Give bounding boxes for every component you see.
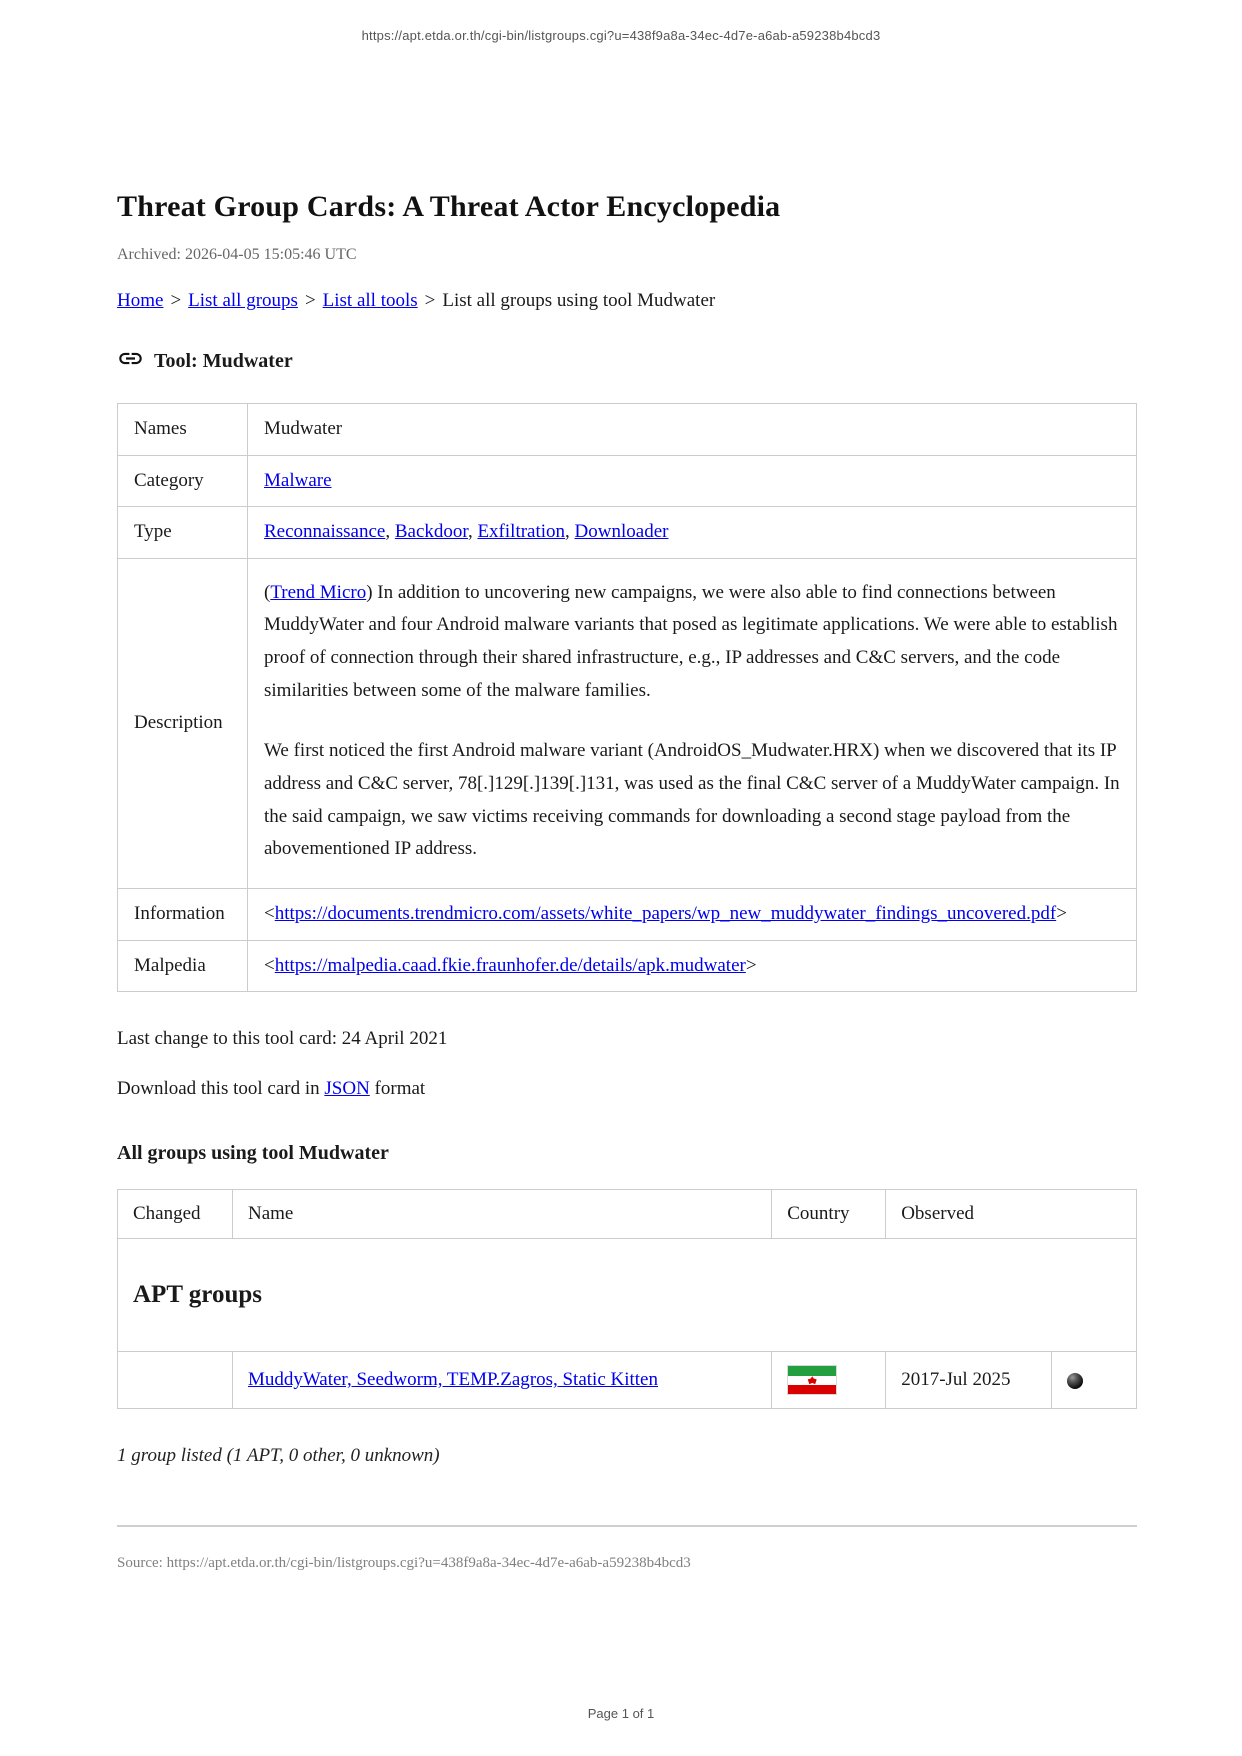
print-header-url: https://apt.etda.or.th/cgi-bin/listgroups.cgi?u=438f9a8a-34ec-4d7e-a6ab-a59238b4bcd3 (361, 28, 881, 43)
groups-table (117, 1189, 1137, 1409)
row-label-malpedia: Malpedia (118, 940, 248, 992)
group-changed-cell (118, 1352, 233, 1409)
json-download-link[interactable]: JSON (324, 1078, 370, 1100)
download-line-prefix: Download this tool card in (117, 1078, 325, 1100)
breadcrumb-separator: > (170, 290, 182, 311)
malpedia-value (248, 940, 1137, 992)
apt-groups-section-cell (118, 1239, 1137, 1352)
angle-open: < (264, 954, 275, 976)
page-number: Page 1 of 1 (587, 1706, 655, 1721)
download-line (117, 1078, 1137, 1100)
page-title: Threat Group Cards: A Threat Actor Encyclopedia (117, 190, 781, 223)
table-row-information (118, 889, 1137, 941)
breadcrumb-list-all-tools[interactable]: List all tools (322, 290, 418, 311)
table-row-names (118, 404, 1137, 456)
type-link-downloader[interactable]: Downloader (574, 521, 669, 543)
apt-groups-section-title: APT groups (133, 1281, 262, 1309)
type-separator: , (467, 521, 473, 543)
category-malware-link[interactable]: Malware (264, 469, 332, 491)
table-row-type (118, 507, 1137, 559)
table-row-description (118, 558, 1137, 888)
tool-heading (117, 348, 1137, 375)
group-icon-cell (1052, 1352, 1137, 1409)
groups-heading: All groups using tool Mudwater (117, 1142, 389, 1165)
breadcrumb-separator: > (304, 290, 316, 311)
angle-close: > (1056, 903, 1067, 925)
breadcrumb-separator: > (424, 290, 436, 311)
type-separator: , (385, 521, 391, 543)
groups-summary: 1 group listed (1 APT, 0 other, 0 unknown) (117, 1445, 440, 1467)
table-row-category (118, 455, 1137, 507)
table-row-malpedia (118, 940, 1137, 992)
description-value (248, 558, 1137, 888)
trend-micro-link[interactable]: Trend Micro (270, 581, 367, 603)
archived-timestamp: Archived: 2026-04-05 15:05:46 UTC (117, 246, 357, 263)
iran-flag-icon (787, 1365, 837, 1395)
last-change-line: Last change to this tool card: 24 April 2021 (117, 1028, 448, 1050)
description-paragraph-2: We first noticed the first Android malware variant (AndroidOS_Mudwater.HRX) when we discovered that its IP address and C&C server, 78[.]129[.]139[.]131, was used as the final C&C server of a MuddyWater campaign. In the said campaign, we saw victims receiving commands for downloading a second stage payload from the abovementioned IP address. (264, 740, 1120, 860)
groups-table-header-row (118, 1190, 1137, 1239)
breadcrumb-home[interactable]: Home (117, 290, 164, 311)
row-label-description: Description (118, 558, 248, 888)
row-label-type: Type (118, 507, 248, 559)
breadcrumb (117, 290, 1137, 312)
information-value (248, 889, 1137, 941)
description-paragraph-1 (264, 577, 1120, 708)
footer-divider (117, 1525, 1137, 1527)
source-line: Source: https://apt.etda.or.th/cgi-bin/listgroups.cgi?u=438f9a8a-34ec-4d7e-a6ab-a59238b4bcd3 (117, 1555, 691, 1572)
apt-groups-section-row (118, 1239, 1137, 1352)
row-label-names: Names (118, 404, 248, 456)
row-label-category: Category (118, 455, 248, 507)
group-country-cell (772, 1352, 886, 1409)
type-link-exfiltration[interactable]: Exfiltration (477, 521, 566, 543)
angle-close: > (745, 954, 757, 976)
column-header-country: Country (772, 1190, 886, 1239)
description-paragraph-1-text: ) In addition to uncovering new campaigns, we were also able to find connections between MuddyWater and four Android malware variants that posed as legitimate applications. We were able to establish proof of connection through their shared infrastructure, e.g., IP addresses and C&C servers, and the code similarities between some of the malware families. (264, 581, 1118, 701)
row-label-information: Information (118, 889, 248, 941)
breadcrumb-list-all-groups[interactable]: List all groups (188, 290, 298, 311)
column-header-observed: Observed (886, 1190, 1137, 1239)
column-header-name: Name (232, 1190, 771, 1239)
group-observed-cell: 2017-Jul 2025 (886, 1352, 1052, 1409)
group-row-muddywater (118, 1352, 1137, 1409)
malpedia-link[interactable]: https://malpedia.caad.fkie.fraunhofer.de/details/apk.mudwater (274, 954, 746, 976)
names-value: Mudwater (248, 404, 1137, 456)
group-name-cell (232, 1352, 771, 1409)
download-line-suffix: format (369, 1078, 426, 1100)
iran-emblem-icon (808, 1376, 817, 1384)
type-link-backdoor[interactable]: Backdoor (394, 521, 468, 543)
column-header-changed: Changed (118, 1190, 233, 1239)
paren-open: ( (264, 581, 271, 603)
information-pdf-link[interactable]: https://documents.trendmicro.com/assets/white_papers/wp_new_muddywater_findings_uncovered.pdf (274, 903, 1057, 925)
angle-open: < (264, 903, 275, 925)
link-icon (117, 345, 144, 372)
type-value (248, 507, 1137, 559)
muddywater-group-link[interactable]: MuddyWater, Seedworm, TEMP.Zagros, Static Kitten (247, 1369, 658, 1391)
type-link-reconnaissance[interactable]: Reconnaissance (264, 521, 386, 543)
breadcrumb-current: List all groups using tool Mudwater (442, 290, 716, 311)
tool-heading-label: Tool: Mudwater (154, 350, 293, 372)
type-separator: , (565, 521, 570, 543)
black-sphere-icon (1067, 1373, 1083, 1389)
tool-card-table (117, 403, 1137, 992)
category-value (248, 455, 1137, 507)
